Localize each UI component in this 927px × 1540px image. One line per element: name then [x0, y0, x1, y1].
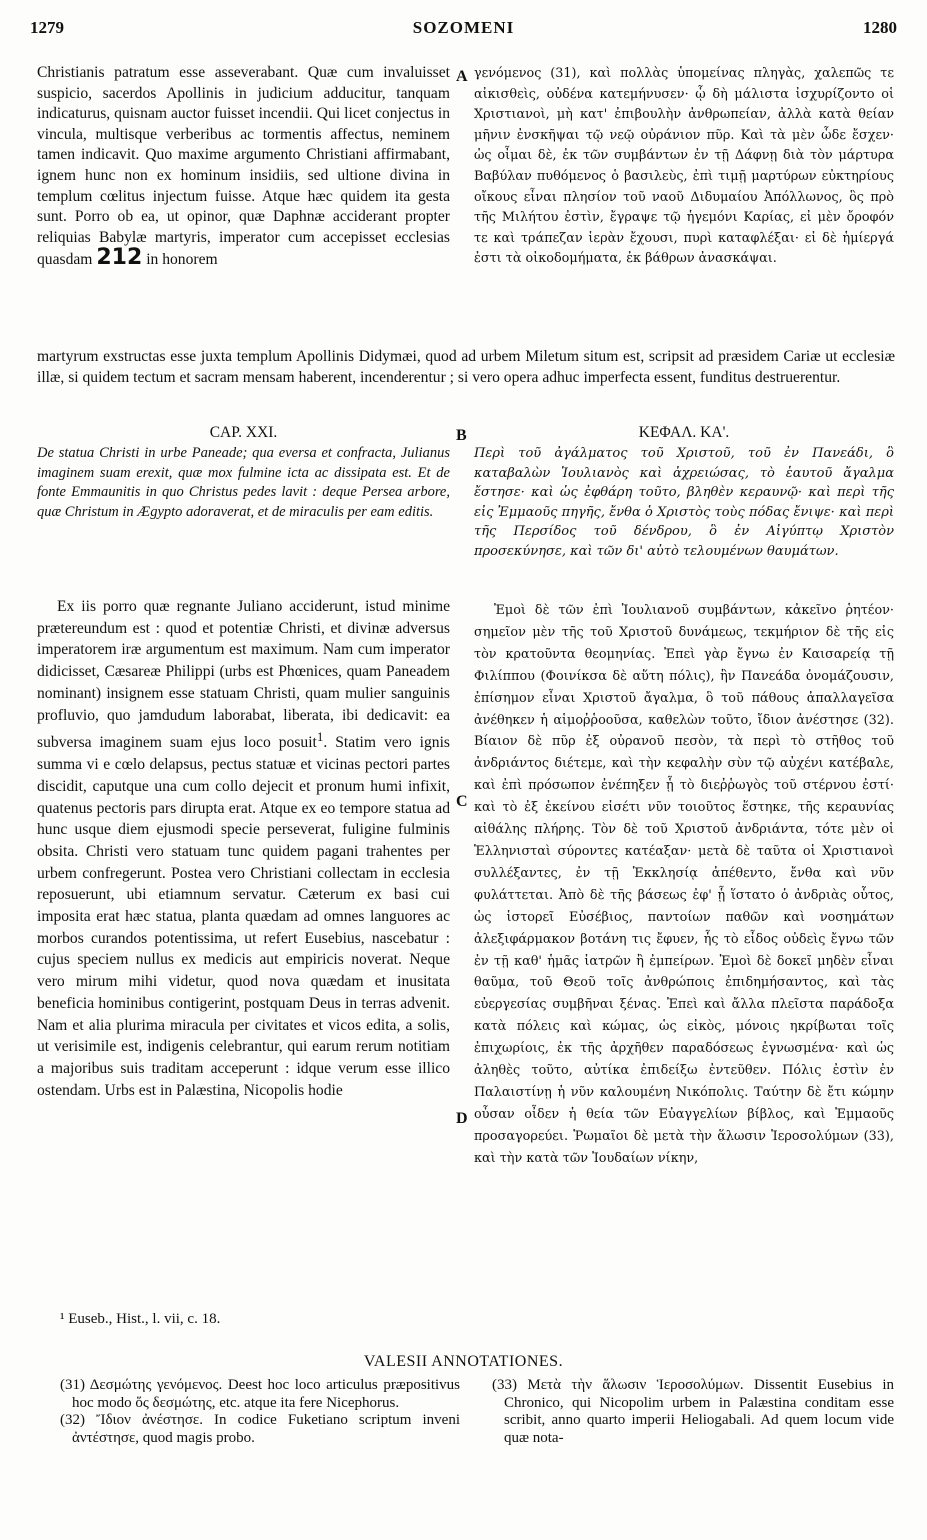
greek-chapter-title: ΚΕΦΑΛ. ΚΑ'. [638, 424, 730, 441]
latin-body-paragraph [37, 596, 450, 1101]
page-marker: 212 [96, 245, 143, 271]
running-title: SOZOMENI [412, 18, 515, 37]
latin-chapter-title: CAP. XXI. [209, 424, 278, 441]
annotation-33: (33) Μετὰ τὴν ἅλωσιν Ἱεροσολύμων. Dissentit Eusebius in Chronico, qui Nicopolim urbem in Palæstina conditam esse scribit, anno quarto imperii Heliogabali. Ad quem locum vide quæ nota- [492, 1377, 894, 1446]
latin-column-top [37, 63, 450, 271]
greek-paragraph: γενόμενος (31), καὶ πολλὰς ὑπομείνας πληγὰς, χαλεπῶς τε αἰκισθεὶς, οὐδένα κατεμήνυσεν· ᾧ δὴ μάλιστα ἰσχυρίζοντο οἱ Χριστιανοὶ, μὴ κατ' ἐπιβουλὴν ἀνθρωπείαν, ἀλλὰ κατὰ θείαν μῆνιν ἐνσκῆψαι τῷ νεῷ οὐράνιον πῦρ. Καὶ τὰ μὲν ὧδε ἔσχεν· ὡς οἶμαι δὲ, ἐκ τῶν συμβάντων ἐν τῇ Δάφνῃ διὰ τὸν μάρτυρα Βαβύλαν πυθόμενος ὁ βασιλεὺς, ἐπὶ τιμῇ μαρτύρων εὐκτηρίους οἴκους εἶναι πλησίον τοῦ ναοῦ Διδυμαίου Ἀπόλλωνος, ὃς πρὸ τῆς Μιλήτου ἐστὶν, ἔγραψε τῷ ἡγεμόνι Καρίας, εἰ μὲν ὄροφόν τε καὶ τράπεζαν ἱερὰν ἔχουσι, πυρὶ καταφλέξαι· εἰ δὲ ἡμίεργά ἐστι τὰ οἰκοδομήματα, ἐκ βάθρων ἀνασκάψαι. [474, 66, 894, 267]
latin-body [37, 596, 450, 1101]
page-header [30, 18, 897, 40]
latin-text: . Statim vero ignis summa vi e cœlo delapsus, pectus statuæ et vicinas pectori partes discidit, caputque una cum collo dejecit et pronum humi infixit, quatenus pectoris pars dirupta erat. Atque ex eo tempore statua ad hunc usque diem ejusmodi specie perseverat, fuligine fulminis obsita. Christi vero statuam tunc quidem pagani trahentes per urbem confregerunt. Postea vero Christiani collectam in ecclesia reposuerunt, ubi etiamnum servatur. Cæterum ex basi cui imposita erat hæc statua, planta quædam ad omnes languores ac morbos curandos potentissima, ut refert Eusebius, nascebatur : cujus speciem nullus ex medicis aut empiricis noverat. Neque vero mirum mihi videtur, quod nova quædam et inusitata beneficia hominibus contigerint, postquam Deus in terras advenit. Nam et alia plurima miracula per civitates et vicos edita, a solis, ut verisimile est, indigenis celebrantur, qui earum rerum notitiam a majoribus suis traditam acceperunt : idque verum esse illico ostendam. Urbs est in Palæstina, Nicopolis hodie [37, 734, 450, 1099]
annotation-32: (32) Ἴδιον ἀνέστησε. In codice Fuketiano scriptum inveni ἀντέστησε, quod magis probo. [60, 1412, 460, 1446]
annotations-left [60, 1377, 460, 1447]
latin-text: in honorem [146, 251, 218, 269]
latin-chapter [37, 422, 450, 522]
greek-column-top [474, 64, 894, 270]
latin-wide-continuation [37, 347, 895, 388]
annotations-heading: VALESII ANNOTATIONES. [363, 1353, 564, 1370]
margin-letter-b: B [456, 427, 467, 444]
margin-letter-c: C [456, 793, 468, 810]
footnote: ¹ Euseb., Hist., l. vii, c. 18. [60, 1311, 221, 1327]
greek-body-paragraph: Ἐμοὶ δὲ τῶν ἐπὶ Ἰουλιανοῦ συμβάντων, κἀκεῖνο ῥητέον· σημεῖον μὲν τῆς τοῦ Χριστοῦ δυνάμεως, τεκμήριον δὲ τῆς εἰς τὸν κρατοῦντα θεομηνίας. Ἐπεὶ γὰρ ἔγνω ἐν Καισαρείᾳ τῇ Φιλίππου (Φοινίκσα δὲ αὕτη πόλις), ἣν Πανεάδα ὀνομάζουσιν, ἐπίσημον εἶναι Χριστοῦ ἄγαλμα, ὃ τοῦ πάθους ἀπαλλαγεῖσα ἀνέθηκεν ἡ αἱμοῤῥοοῦσα, καθελὼν τοῦτο, ἴδιον ἀνέστησε (32). Βίαιον δὲ πῦρ ἐξ οὐρανοῦ πεσὸν, τὰ περὶ τὸ στῆθος τοῦ ἀνδριάντος διέτεμε, καὶ τὴν κεφαλὴν σὺν τῷ αὐχένι κατέβαλε, καὶ ἐπὶ πρόσωπον ἐνέπηξεν ᾗ τὸ διεῤῥωγὸς τοῦ στέρνου ἐστί· καὶ τὸ ἐξ ἐκείνου εἰσέτι νῦν τοιοῦτος ἕστηκε, τῆς κεραυνίας αἰθάλης πλήρης. Τὸν δὲ τοῦ Χριστοῦ ἀνδριάντα, τότε μὲν οἱ Ἑλληνισταὶ σύροντες κατέαξαν· μετὰ δὲ ταῦτα οἱ Χριστιανοὶ συλλέξαντες, ἐν τῇ Ἐκκλησίᾳ ἀπέθεντο, ἔνθα καὶ νῦν φυλάττεται. Ἀπὸ δὲ τῆς βάσεως ἐφ' ᾗ ἵστατο ὁ ἀνδριὰς οὗτος, ὡς ἱστορεῖ Εὐσέβιος, παντοίων παθῶν καὶ νοσημάτων ἀλεξιφάρμακον βοτάνη τις ἔφυεν, ἧς τὸ εἶδος οὐδεὶς ἔγνω τῶν ἐν τῇ καθ' ἡμᾶς ἰατρῶν ἢ ἐμπείρων. Ἐμοὶ δὲ δοκεῖ μηδὲν εἶναι θαῦμα, τοῦ Θεοῦ τοῖς ἀνθρώποις ἐπιδημήσαντος, καὶ τὰς εὐεργεσίας συμβῆναι ξένας. Ἐπεὶ καὶ ἄλλα πλεῖστα παράδοξα κατὰ πόλεις καὶ κώμας, ὡς εἰκὸς, μόνοις ηκρίβωται τοῖς ἐπιχωρίοις, ἐκ τῆς ἀρχῆθεν παραδόσεως ἐγνωσμένα· καὶ ὡς ἀληθὲς τοῦτο, αὐτίκα ἐπιδείξω ἐντεῦθεν. Πόλις ἐστὶν ἐν Παλαιστίνῃ ἡ νῦν καλουμένη Νικόπολις. Ταύτην δὲ ἔτι κώμην οὖσαν οἶδεν ἡ θεία τῶν Εὐαγγελίων βίβλος, καὶ Ἐμμαοῦς προσαγορεύει. Ῥωμαῖοι δὲ μετὰ τὴν ἅλωσιν Ἱεροσολύμων (33), καὶ τὴν κατὰ τῶν Ἰουδαίων νίκην, [474, 603, 894, 1166]
greek-chapter [474, 422, 894, 561]
margin-letter-a: A [456, 68, 468, 85]
latin-chapter-summary: De statua Christi in urbe Paneade; qua eversa et confracta, Julianus imaginem suam erexit, quæ mox fulmine icta ac dissipata est. Et de fonte Emmaunitis in quo Christus pedes lavit : deque Persea arbore, quæ Christum in Ægypto adoraverat, et de miraculis per eam editis. [37, 445, 450, 520]
margin-letter-d: D [456, 1110, 468, 1127]
footnote-ref: 1 [316, 729, 324, 745]
greek-chapter-summary: Περὶ τοῦ ἀγάλματος τοῦ Χριστοῦ, τοῦ ἐν Πανεάδι, ὃ καταβαλὼν Ἰουλιανὸς καὶ ἀχρειώσας, τὸ ἑαυτοῦ ἄγαλμα ἔστησε· καὶ ὡς ἐφθάρη τοῦτο, βληθὲν κεραυνῷ· καὶ περὶ τῆς εἰς Ἐμμαοῦς πηγῆς, ἔνθα ὁ Χριστὸς τοὺς πόδας ἔνιψε· καὶ περὶ τῆς Περσίδος τοῦ δένδρου, ὃ ἐν Αἰγύπτῳ Χριστὸν προσεκύνησε, καὶ τῶν δι' αὐτὸ τελουμένων θαυμάτων. [474, 446, 894, 559]
left-page-number: 1279 [30, 18, 64, 37]
right-page-number: 1280 [863, 18, 897, 37]
annotation-31: (31) Δεσμώτης γενόμενος. Deest hoc loco articulus præpositivus hoc modo ὅς δεσμώτης, etc. atque ita fere Nicephorus. [60, 1377, 460, 1411]
latin-paragraph [37, 63, 450, 271]
latin-text: Christianis patratum esse asseverabant. Quæ cum invaluisset suspicio, sacerdos Apollinis in judicium adducitur, tanquam indicaturus, quisnam auctor fuisset incendii. Qui licet conjectus in vincula, multisque verberibus ac tormentis affectus, neminem tamen indicavit. Quo maxime argumento Christiani affirmabant, ignem hunc non ex hominum insidiis, sed ultione divina in templum cœlitus injectum fuisse. Atque hæc quidem ita gesta sunt. Porro ob ea, ut opinor, quæ Daphnæ acciderant propter reliquias Babylæ martyris, imperator cum accepisset ecclesias quasdam [37, 64, 450, 269]
latin-wide-text: martyrum exstructas esse juxta templum Apollinis Didymæi, quod ad urbem Miletum situm est, scripsit ad præsidem Cariæ ut ecclesiæ illæ, si quidem tectum et sacram mensam haberent, incenderentur ; si vero opera adhuc imperfecta essent, funditus destruerentur. [37, 348, 895, 386]
greek-body [474, 600, 894, 1170]
latin-text: Ex iis porro quæ regnante Juliano acciderunt, istud minime prætereundum est : quod et potentiæ Christi, et divinæ adversus imperatorem iræ argumentum est maximum. Nam cum imperator didicisset, Cæsareæ Philippi (urbs est Phœnices, quam Paneadem nominant) insignem esse statuam Christi, quam mulier sanguinis profluvio, quo jamdudum laborabat, liberata, ibi dedicavit: ea subversa imaginem suam ejus loco posuit [37, 598, 450, 752]
annotations-right [492, 1377, 894, 1447]
